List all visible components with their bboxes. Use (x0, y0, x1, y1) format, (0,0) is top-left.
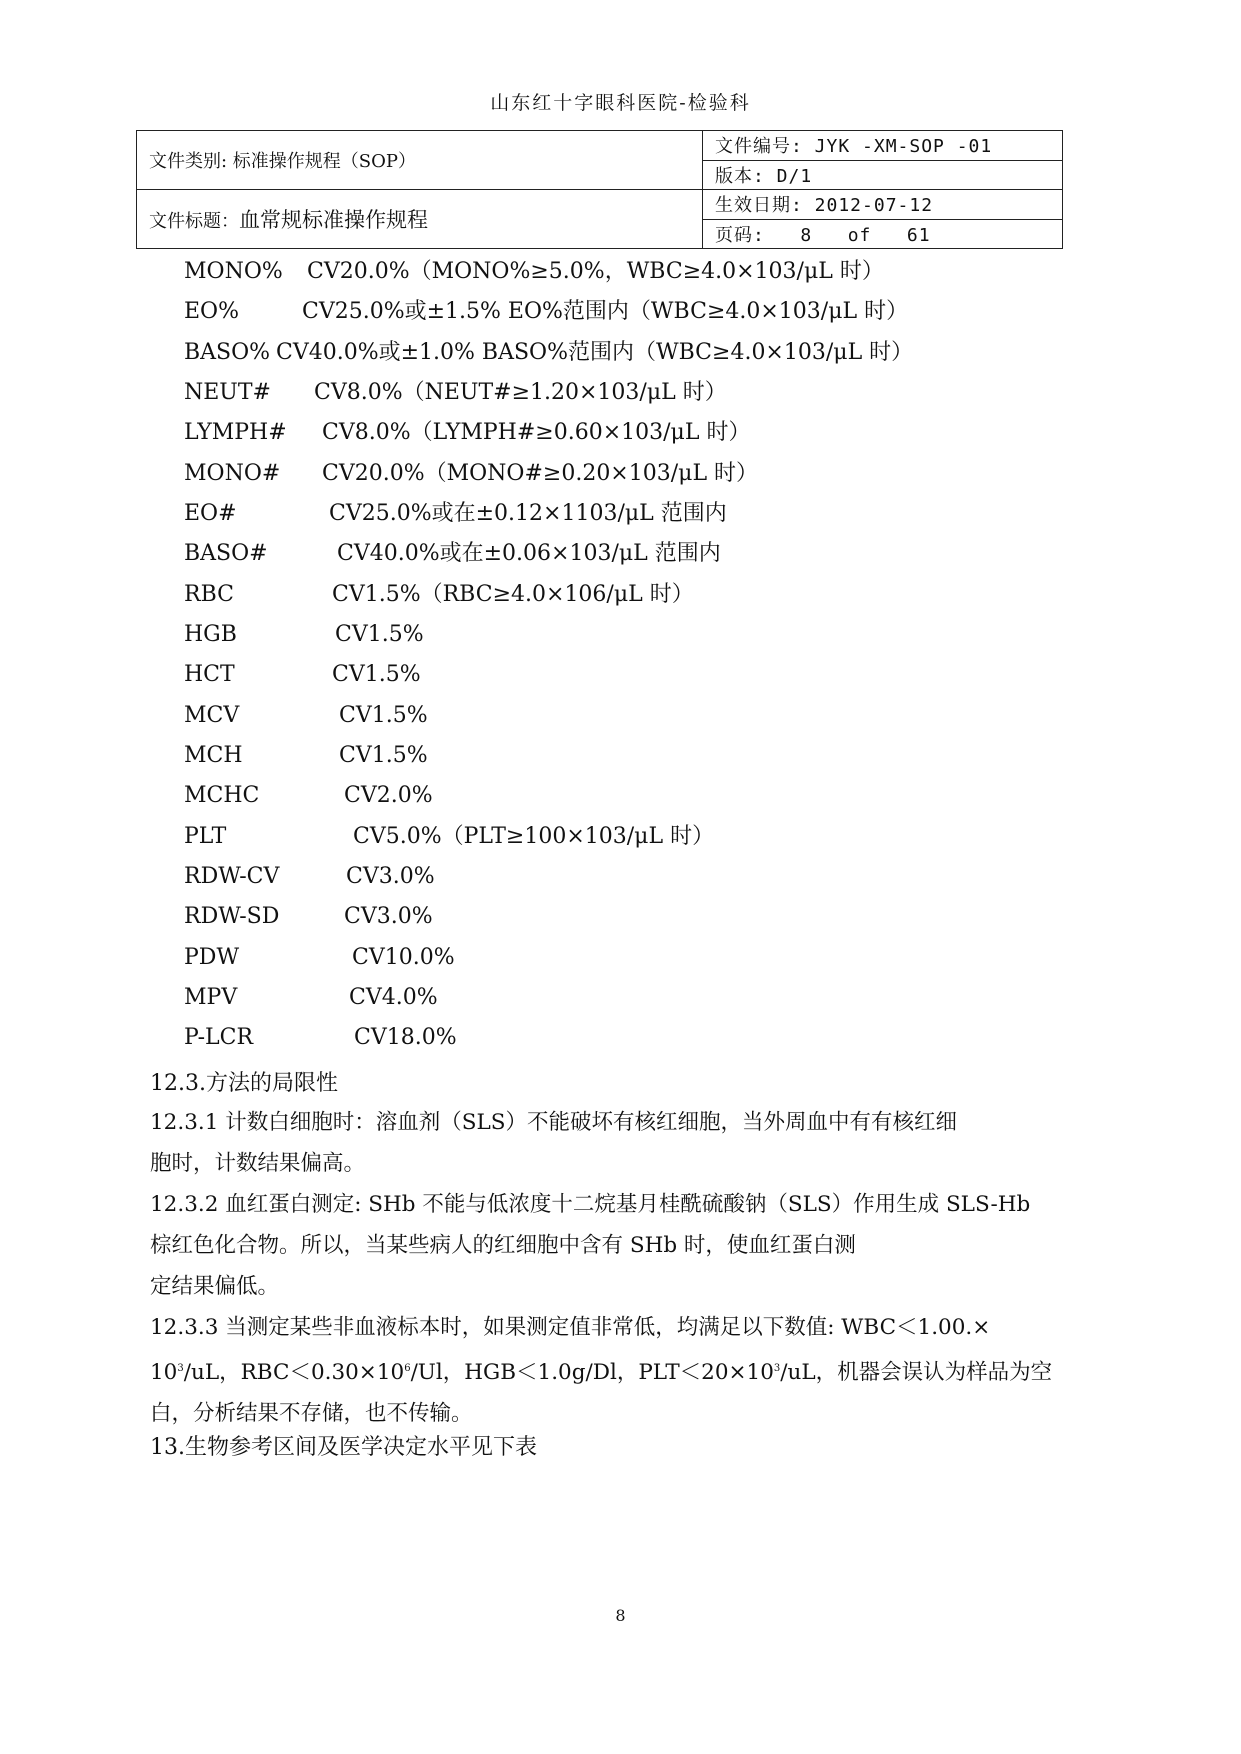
file-title-cell (137, 190, 703, 249)
limitation-wbc-line2: 胞时，计数结果偏高。 (150, 1151, 366, 1176)
param-name: RDW-SD (184, 904, 280, 929)
param-spec: CV2.0% (344, 783, 433, 808)
param-spec: CV25.0%或在±0.12×1103/μL 范围内 (329, 501, 727, 526)
param-spec: CV20.0%（MONO#≥0.20×103/μL 时） (322, 461, 759, 486)
page-number: 8 (615, 1606, 626, 1625)
param-name: PLT (184, 824, 227, 849)
limitation-nonblood-line1: 12.3.3 当测定某些非血液标本时，如果测定值非常低，均满足以下数值: WBC＜1.00.× (150, 1315, 991, 1340)
param-name: MONO# (184, 461, 281, 486)
limitation-nonblood-line2 (150, 1348, 1100, 1393)
param-name: MCH (184, 743, 243, 768)
param-name: RBC (184, 582, 234, 607)
reference-range-heading: 13.生物参考区间及医学决定水平见下表 (150, 1435, 537, 1460)
file-category: 文件类别: 标准操作规程（SOP） (137, 131, 703, 190)
text-fragment: /uL，RBC＜0.30×10 (183, 1360, 405, 1385)
param-name: PDW (184, 945, 240, 970)
superscript: 3 (177, 1363, 184, 1374)
param-name: EO# (184, 501, 237, 526)
param-spec: CV40.0%或在±0.06×103/μL 范围内 (337, 541, 721, 566)
limitation-hgb-line1: 12.3.2 血红蛋白测定: SHb 不能与低浓度十二烷基月桂酰硫酸钠（SLS）作用生成 SLS-Hb (150, 1192, 1031, 1217)
param-name: MCV (184, 703, 240, 728)
param-spec: CV3.0% (346, 864, 435, 889)
file-version: 版本: D/1 (703, 160, 1063, 190)
file-number: 文件编号: JYK -XM-SOP -01 (703, 131, 1063, 161)
param-spec: CV1.5% (332, 662, 421, 687)
hospital-department-title: 山东红十字眼科医院-检验科 (490, 92, 751, 114)
limitation-wbc-line1: 12.3.1 计数白细胞时：溶血剂（SLS）不能破坏有核红细胞，当外周血中有有核红细 (150, 1110, 957, 1135)
limitation-wbc (150, 1102, 1100, 1184)
file-title: 血常规标准操作规程 (239, 208, 428, 232)
limitations-heading: 12.3.方法的局限性 (150, 1071, 338, 1096)
param-name: LYMPH# (184, 420, 287, 445)
limitation-hgb-line2: 棕红色化合物。所以，当某些病人的红细胞中含有 SHb 时，使血红蛋白测 (150, 1233, 856, 1258)
superscript: 6 (404, 1363, 411, 1374)
page-of: of (847, 224, 872, 246)
file-title-label: 文件标题： (149, 211, 239, 232)
superscript: 3 (773, 1363, 781, 1374)
param-name: P-LCR (184, 1025, 254, 1050)
param-spec: CV3.0% (344, 904, 433, 929)
param-spec: CV1.5% (335, 622, 424, 647)
param-spec: CV25.0%或±1.5% EO%范围内（WBC≥4.0×103/μL 时） (302, 299, 909, 324)
effective-date: 生效日期: 2012-07-12 (703, 190, 1063, 220)
param-name: MPV (184, 985, 238, 1010)
param-spec: CV10.0% (352, 945, 455, 970)
param-name: BASO# (184, 541, 268, 566)
param-name: BASO% (184, 340, 271, 365)
limitation-hgb (150, 1184, 1100, 1307)
param-name: MONO% (184, 259, 283, 284)
param-spec: CV5.0%（PLT≥100×103/μL 时） (353, 824, 715, 849)
text-fragment: /uL，机器会误认为样品为空 (780, 1360, 1053, 1385)
param-spec: CV8.0%（LYMPH#≥0.60×103/μL 时） (322, 420, 751, 445)
param-name: EO% (184, 299, 239, 324)
page-info (703, 219, 1063, 249)
param-spec: CV8.0%（NEUT#≥1.20×103/μL 时） (314, 380, 727, 405)
param-name: MCHC (184, 783, 260, 808)
param-spec: CV1.5%（RBC≥4.0×106/μL 时） (332, 582, 694, 607)
limitation-nonblood (150, 1307, 1100, 1434)
param-spec: CV1.5% (339, 743, 428, 768)
page-total: 61 (906, 224, 931, 246)
limitation-nonblood-line3: 白，分析结果不存储，也不传输。 (150, 1401, 473, 1426)
document-header-table (136, 130, 1063, 249)
page-label: 页码: (715, 224, 765, 246)
param-spec: CV20.0%（MONO%≥5.0%，WBC≥4.0×103/μL 时） (307, 259, 884, 284)
limitation-hgb-line3: 定结果偏低。 (150, 1274, 280, 1299)
text-fragment: 10 (150, 1360, 178, 1385)
param-name: RDW-CV (184, 864, 280, 889)
param-spec: CV40.0%或±1.0% BASO%范围内（WBC≥4.0×103/μL 时） (276, 340, 914, 365)
param-name: HGB (184, 622, 237, 647)
page-current: 8 (800, 224, 813, 246)
param-spec: CV18.0% (354, 1025, 457, 1050)
param-spec: CV1.5% (339, 703, 428, 728)
param-name: NEUT# (184, 380, 271, 405)
text-fragment: /Ul，HGB＜1.0g/Dl，PLT＜20×10 (410, 1360, 774, 1385)
param-spec: CV4.0% (349, 985, 438, 1010)
param-name: HCT (184, 662, 235, 687)
